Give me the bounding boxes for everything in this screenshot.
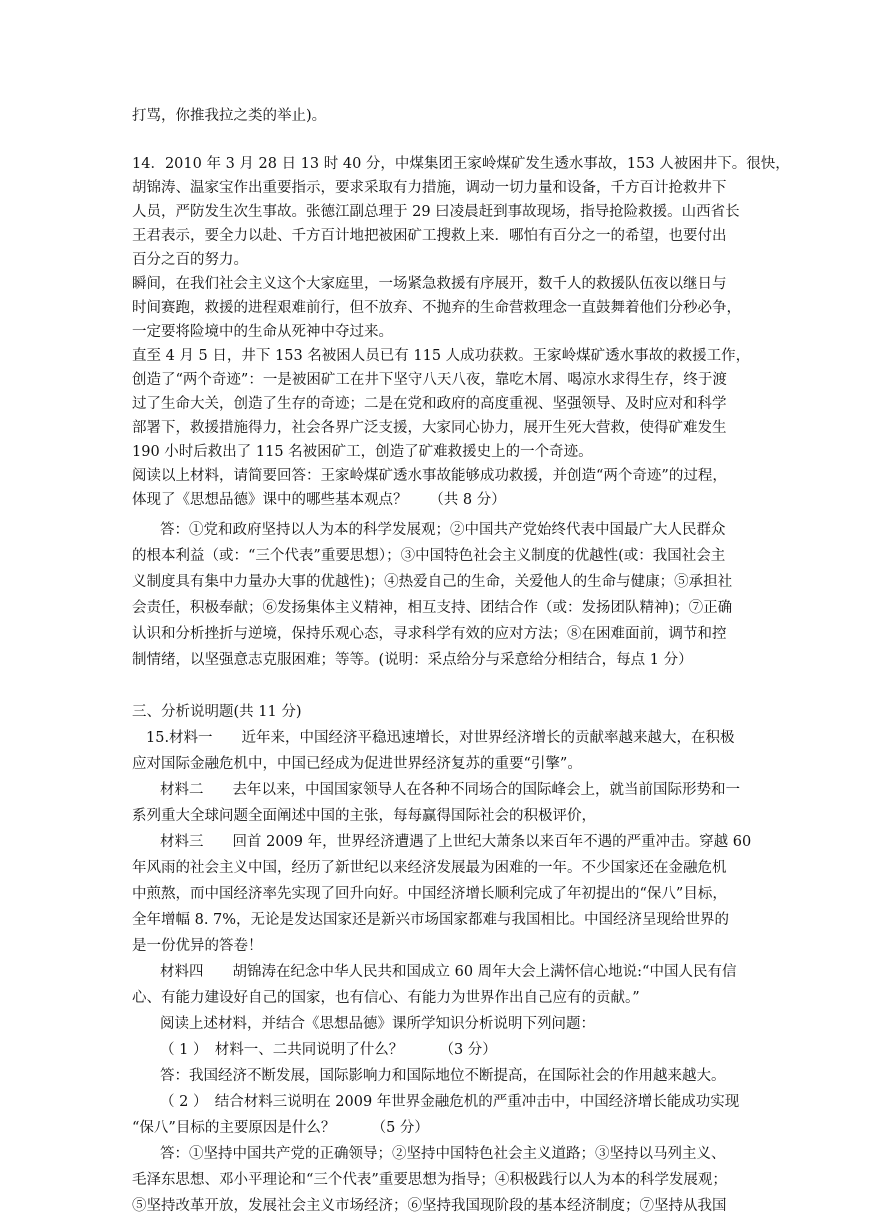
text-line: 人员，严防发生次生事故。张德江副总理于 29 曰凌晨赶到事故现场，指导抢险救援。山西省长 <box>132 204 740 220</box>
text-line: 是一份优异的答卷！ <box>132 938 263 954</box>
text-line: 胡锦涛、温家宝作出重要指示，要求采取有力措施，调动一切力量和设备，千方百计抢救井下 <box>132 180 727 196</box>
text-line: 瞬间，在我们社会主义这个大家庭里，一场紧急救援有序展开，数千人的救援队伍夜以继日与 <box>132 276 727 292</box>
answer-text: 会责任，积极奉献；⑥发扬集体主义精神，相互支持、团结合作（或：发扬团队精神)；⑦正确 <box>132 600 733 616</box>
text-line: 190 小时后救出了 115 名被困矿工，创造了矿难救援史上的一个奇迹。 <box>132 444 593 460</box>
text-line: 创造了“两个奇迹”：一是被困矿工在井下坚守八天八夜，靠吃木屑、喝凉水求得生存，终于渡 <box>132 372 727 388</box>
text-line: 时间赛跑，救援的进程艰难前行，但不放弃、不抛弃的生命营救理念一直鼓舞着他们分秒必争， <box>132 300 741 316</box>
answer-text: 制情绪，以坚强意志克服困难；等等。(说明：采点给分与采意给分相结合，每点 1 分） <box>132 652 693 668</box>
question-prompt: 阅读上述材料，并结合《思想品德》课所学知识分析说明下列问题： <box>160 1016 595 1032</box>
answer-text: 认识和分析挫折与逆境，保持乐观心态，寻求科学有效的应对方法；⑧在困难面前，调节和控 <box>132 626 727 642</box>
answer-text: 答：①坚持中国共产党的正确领导；②坚持中国特色社会主义道路；③坚持以马列主义、 <box>160 1146 726 1162</box>
text-line: 百分之百的努力。 <box>132 252 248 268</box>
sub-question-2: （ 2 ） 结合材料三说明在 2009 年世界金融危机的严重冲击中，中国经济增长能成功实现 <box>160 1094 740 1110</box>
answer-text: 答：我国经济不断发展，国际影响力和国际地位不断提高，在国际社会的作用越来越大。 <box>160 1068 726 1084</box>
text-line: 过了生命大关，创造了生存的奇迹；二是在党和政府的高度重视、坚强领导、及时应对和科学 <box>132 396 727 412</box>
question-14-text: 14．2010 年 3 月 28 日 13 时 40 分，中煤集团王家岭煤矿发生透水事故，153 人被困井下。很快， <box>132 156 790 172</box>
text-line: 心、有能力建设好自己的国家，也有信心、有能力为世界作出自己应有的贡献。” <box>132 990 640 1006</box>
text-line: 年风雨的社会主义中国，经历了新世纪以来经济发展最为困难的一年。不少国家还在金融危机 <box>132 860 727 876</box>
answer-text: 义制度具有集中力量办大事的优越性)；④热爱自己的生命，关爱他人的生命与健康；⑤承担社 <box>132 574 733 590</box>
text-line: 部署下，救援措施得力，社会各界广泛支援，大家同心协力，展开生死大营救，使得矿难发生 <box>132 420 727 436</box>
question-15-text: 15.材料一 近年来，中国经济平稳迅速增长，对世界经济增长的贡献率越来越大，在积极 <box>146 730 735 746</box>
text-line: 一定要将险境中的生命从死神中夺过来。 <box>132 324 393 340</box>
text-line: 材料三 回首 2009 年，世界经济遭遇了上世纪大萧条以来百年不遇的严重冲击。穿越 60 <box>160 834 752 850</box>
answer-text: 毛泽东思想、邓小平理论和“三个代表”重要思想为指导；④积极践行以人为本的科学发展观； <box>132 1172 727 1188</box>
sub-question-2: “保八”目标的主要原因是什么？ （5 分） <box>132 1120 429 1136</box>
text-line: 应对国际金融危机中，中国已经成为促进世界经济复苏的重要“引擎”。 <box>132 756 582 772</box>
text-line: 中煎熬，而中国经济率先实现了回升向好。中国经济增长顺利完成了年初提出的“保八”目标， <box>132 886 727 902</box>
question-prompt: 阅读以上材料，请简要回答：王家岭煤矿透水事故能够成功救援，并创造“两个奇迹”的过程， <box>132 468 727 484</box>
text-line: 王君表示，要全力以赴、千方百计地把被困矿工搜救上来．哪怕有百分之一的希望，也要付出 <box>132 228 727 244</box>
text-line: 系列重大全球问题全面阐述中国的主张，每每赢得国际社会的积极评价， <box>132 808 596 824</box>
text-line: 材料四 胡锦涛在纪念中华人民共和国成立 60 周年大会上满怀信心地说:“中国人民有信 <box>160 964 737 980</box>
answer-text: 答：①党和政府坚持以人为本的科学发展观；②中国共产党始终代表中国最广大人民群众 <box>160 522 726 538</box>
text-line: 全年增幅 8. 7%，无论是发达国家还是新兴市场国家都难与我国相比。中国经济呈现给世界的 <box>132 912 730 928</box>
answer-text: 的根本利益（或：“三个代表”重要思想）；③中国特色社会主义制度的优越性(或：我国社会主 <box>132 548 726 564</box>
section-heading: 三、分析说明题(共 11 分) <box>132 704 302 720</box>
sub-question-1: （ 1 ） 材料一、二共同说明了什么？ （3 分） <box>160 1042 497 1058</box>
text-line: 打骂，你推我拉之类的举止)。 <box>132 108 327 124</box>
question-prompt: 体现了《思想品德》课中的哪些基本观点？ （共 8 分） <box>132 492 506 508</box>
text-line: 材料二 去年以来，中国国家领导人在各种不同场合的国际峰会上，就当前国际形势和一 <box>160 782 740 798</box>
text-line: 直至 4 月 5 日，井下 153 名被困人员已有 115 人成功获救。王家岭煤矿透水事故的救援工作， <box>132 348 751 364</box>
answer-text: ⑤坚持改革开放，发展社会主义市场经济；⑥坚持我国现阶段的基本经济制度；⑦坚持从我国 <box>132 1198 727 1214</box>
